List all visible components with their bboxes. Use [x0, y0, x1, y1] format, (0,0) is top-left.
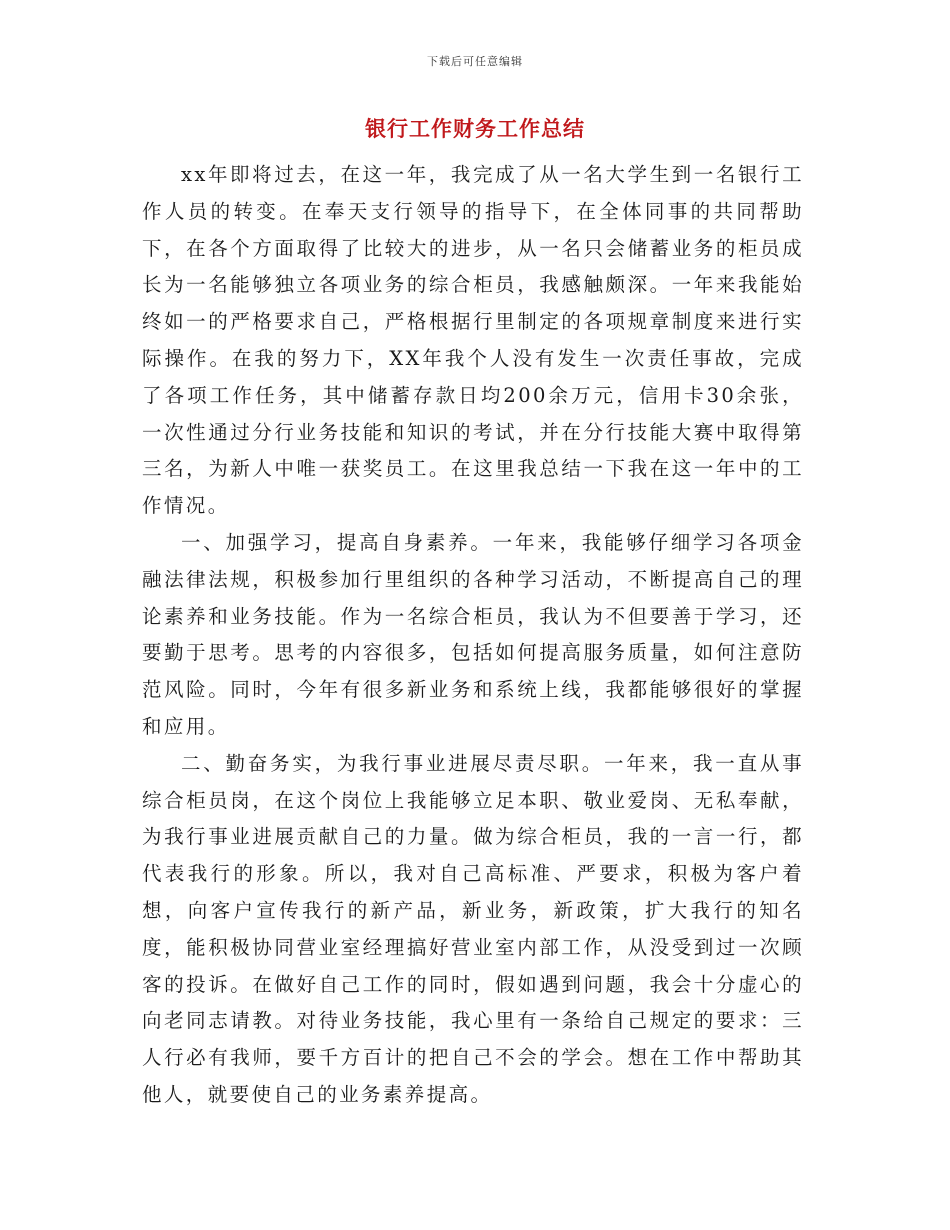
- header-note: 下载后可任意编辑: [427, 55, 523, 68]
- document-title: 银行工作财务工作总结: [365, 116, 585, 141]
- document-body: [142, 157, 804, 1114]
- paragraph-intro: xx年即将过去，在这一年，我完成了从一名大学生到一名银行工作人员的转变。在奉天支行领导的指导下，在全体同事的共同帮助下，在各个方面取得了比较大的进步，从一名只会储蓄业务的柜员成长为一名能够独立各项业务的综合柜员，我感触颇深。一年来我能始终如一的严格要求自己，严格根据行里制定的各项规章制度来进行实际操作。在我的努力下，XX年我个人没有发生一次责任事故，完成了各项工作任务，其中储蓄存款日均200余万元，信用卡30余张，一次性通过分行业务技能和知识的考试，并在分行技能大赛中取得第三名，为新人中唯一获奖员工。在这里我总结一下我在这一年中的工作情况。: [142, 163, 804, 518]
- paragraph-section-1: 一、加强学习，提高自身素养。一年来，我能够仔细学习各项金融法律法规，积极参加行里组织的各种学习活动，不断提高自己的理论素养和业务技能。作为一名综合柜员，我认为不但要善于学习，还要勤于思考。思考的内容很多，包括如何提高服务质量，如何注意防范风险。同时，今年有很多新业务和系统上线，我都能够很好的掌握和应用。: [142, 530, 804, 738]
- paragraph-section-2: 二、勤奋务实，为我行事业进展尽责尽职。一年来，我一直从事综合柜员岗，在这个岗位上我能够立足本职、敬业爱岗、无私奉献，为我行事业进展贡献自己的力量。做为综合柜员，我的一言一行，都代表我行的形象。所以，我对自己高标准、严要求，积极为客户着想，向客户宣传我行的新产品，新业务，新政策，扩大我行的知名度，能积极协同营业室经理搞好营业室内部工作，从没受到过一次顾客的投诉。在做好自己工作的同时，假如遇到问题，我会十分虚心的向老同志请教。对待业务技能，我心里有一条给自己规定的要求：三人行必有我师，要千方百计的把自己不会的学会。想在工作中帮助其他人，就要使自己的业务素养提高。: [142, 751, 804, 1106]
